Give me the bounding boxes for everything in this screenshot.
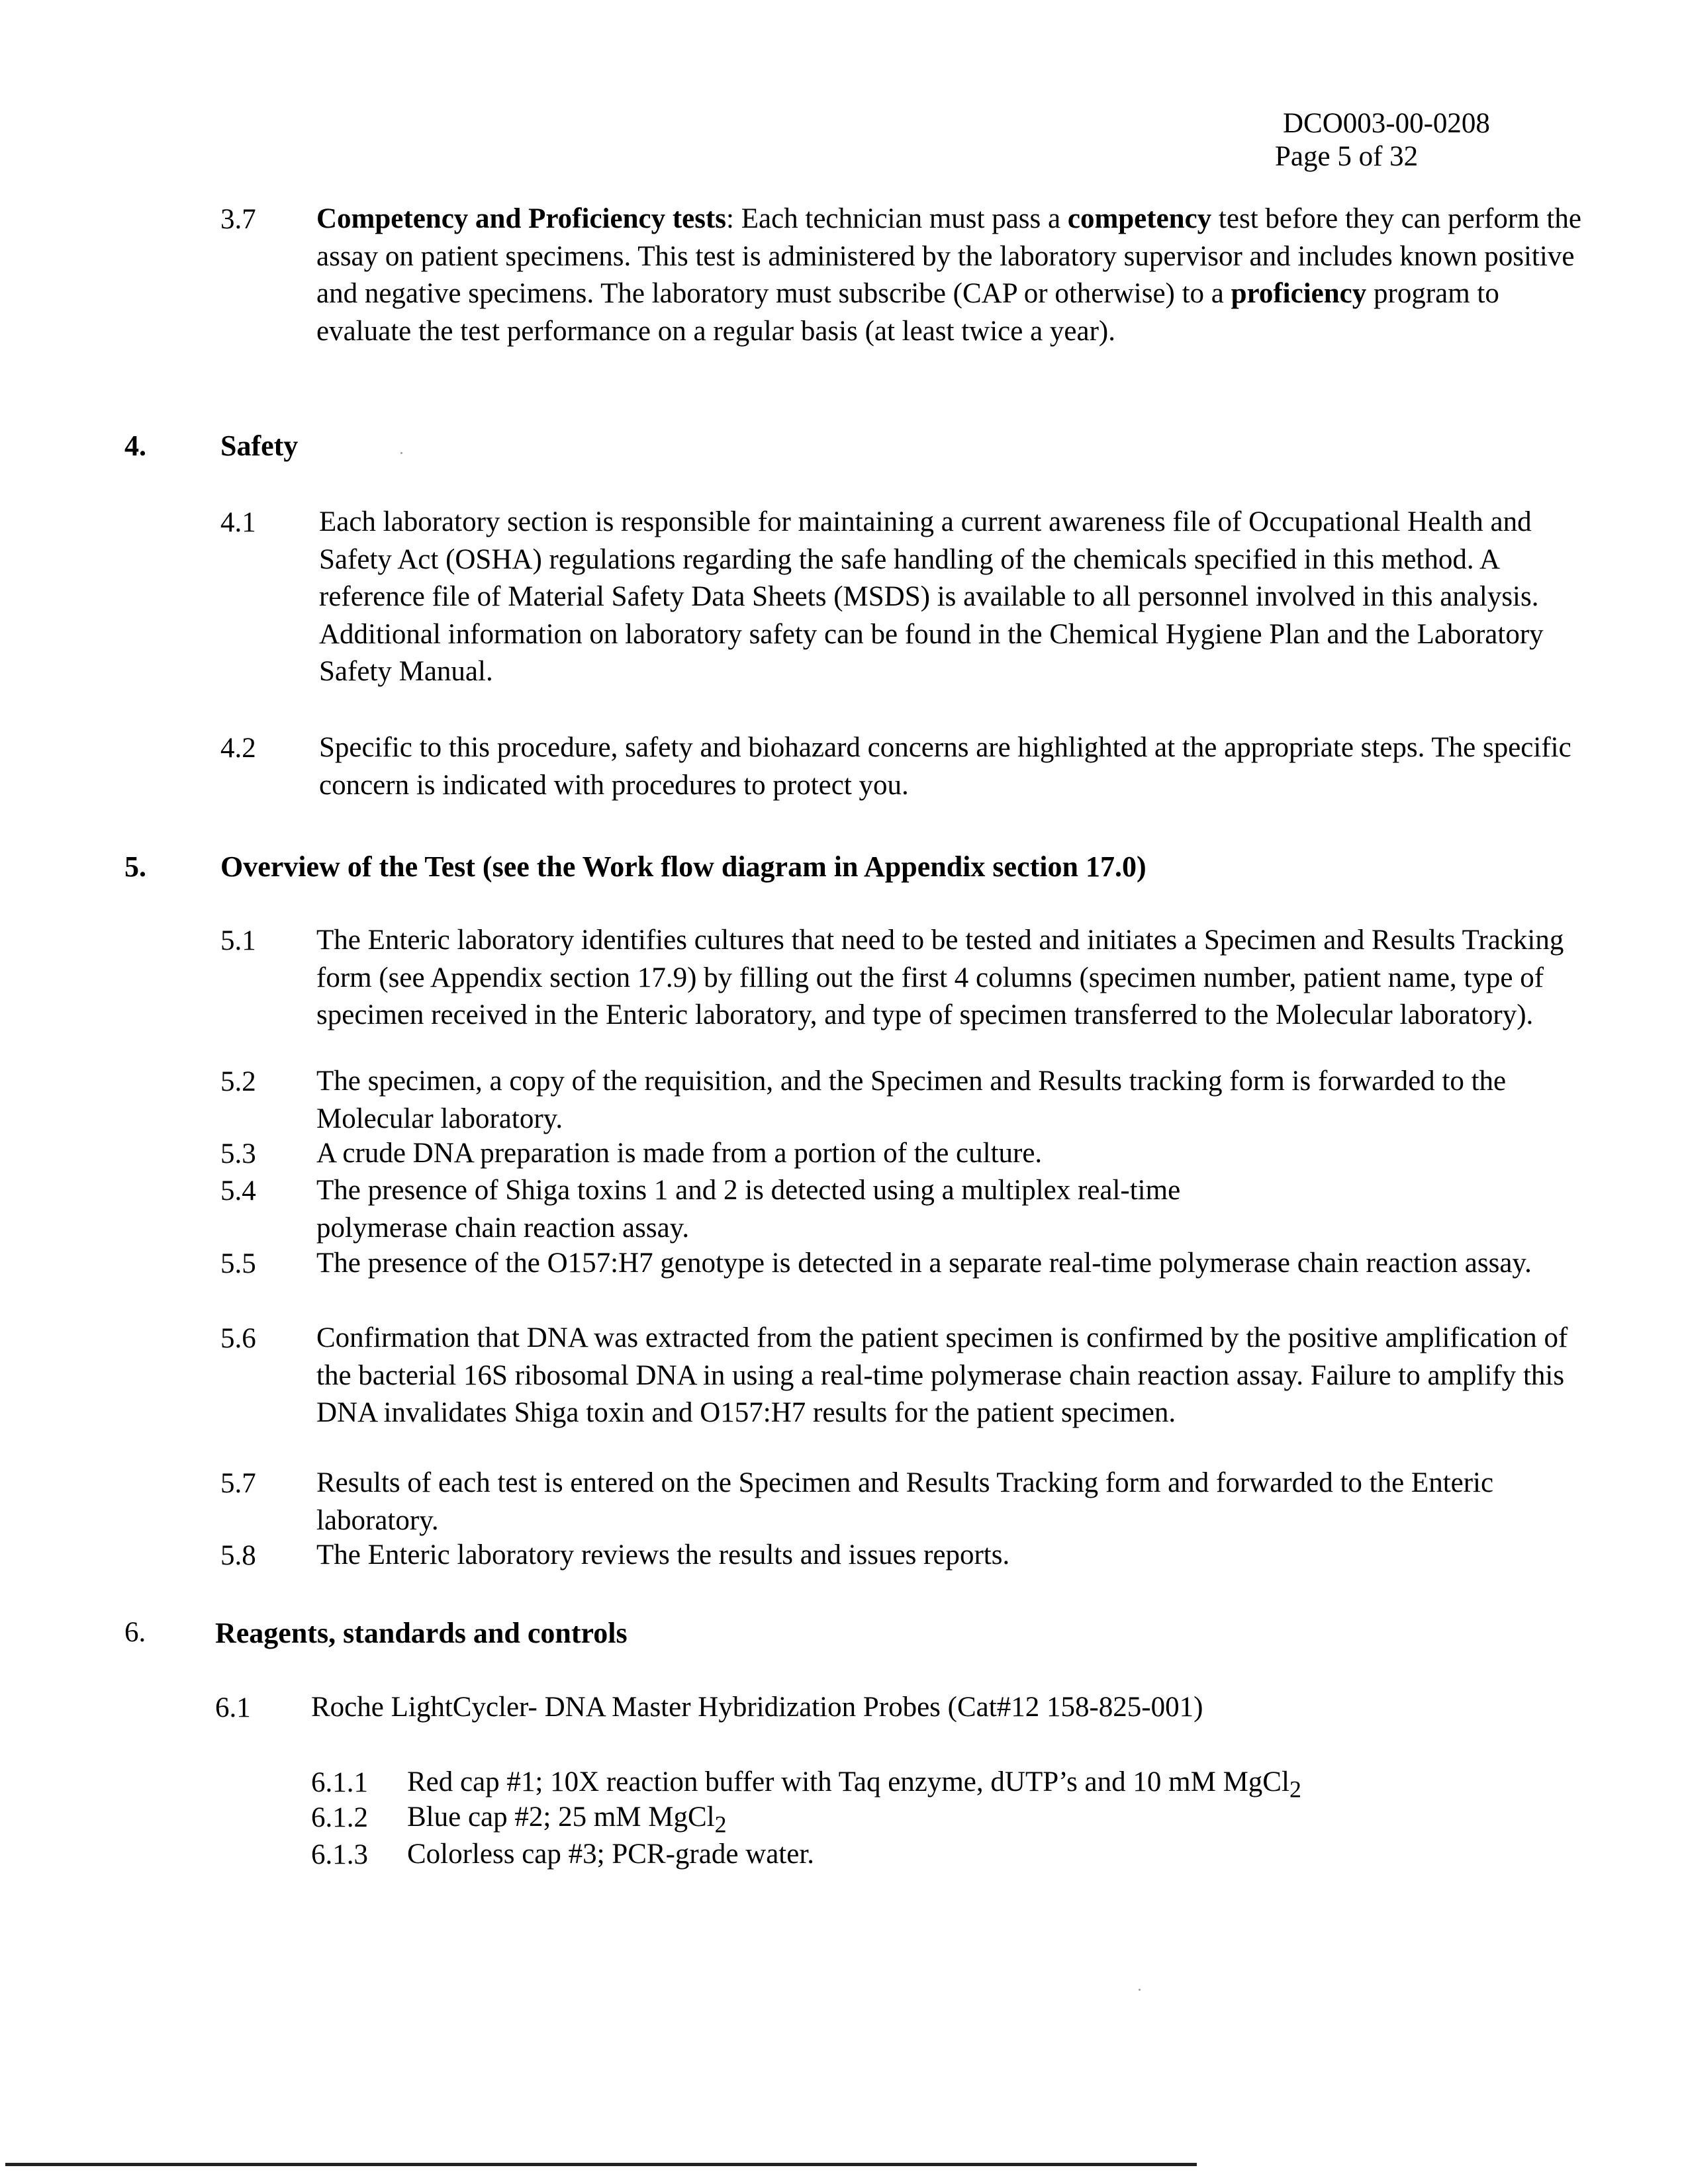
section-5-3-number: 5.3 — [220, 1138, 256, 1169]
section-5-4-text-line-2: polymerase chain reaction assay. — [316, 1212, 690, 1244]
section-6-1-3-number: 6.1.3 — [311, 1839, 368, 1870]
section-6-number: 6. — [124, 1617, 146, 1648]
section-5-6-number: 5.6 — [220, 1323, 256, 1354]
scan-speck — [1139, 1989, 1141, 1991]
page-number: Page 5 of 32 — [1275, 141, 1419, 172]
subscript-2: 2 — [1289, 1776, 1301, 1803]
section-6-1-2-body: Blue cap #2; 25 mM MgCl — [407, 1801, 715, 1833]
section-6-1-1-body: Red cap #1; 10X reaction buffer with Taq enzyme, dUTP’s and 10 mM MgCl — [407, 1766, 1289, 1797]
section-5-8-number: 5.8 — [220, 1540, 256, 1571]
scan-speck — [400, 452, 402, 454]
section-3-7-text-2: test before they can perform the assay on patient specimens. This test is administered by the laboratory supervisor and includes known positive and negative specimens. The laboratory must subscribe (CAP or otherwise) to a — [316, 203, 1581, 309]
section-3-7-paragraph — [316, 201, 1594, 350]
section-5-3-text: A crude DNA preparation is made from a portion of the culture. — [316, 1138, 1043, 1169]
section-5-5-text: The presence of the O157:H7 genotype is detected in a separate real-time polymerase chain reaction assay. — [316, 1248, 1532, 1279]
section-5-1-text: The Enteric laboratory identifies cultures that need to be tested and initiates a Specimen and Results Tracking form (see Appendix section 17.9) by filling out the first 4 columns (specimen number, patient name, type of specimen received in the Enteric laboratory, and type of specimen transferred to the Molecular laboratory). — [316, 925, 1564, 1030]
section-5-title: Overview of the Test (see the Work flow diagram in Appendix section 17.0) — [220, 850, 1146, 883]
subscript-2: 2 — [714, 1811, 727, 1838]
section-5-2-text: The specimen, a copy of the requisition, and the Specimen and Results tracking form is forwarded to the Molecular laboratory. — [316, 1066, 1507, 1134]
section-4-number: 4. — [124, 430, 146, 462]
section-6-1-2-number: 6.1.2 — [311, 1802, 368, 1833]
section-3-7-text-3: program to evaluate the test performance on a regular basis (at least twice a year). — [316, 278, 1499, 347]
section-5-2-number: 5.2 — [220, 1066, 256, 1097]
section-3-7-title: Competency and Proficiency tests — [316, 203, 727, 234]
section-4-1-number: 4.1 — [220, 507, 256, 538]
section-6-1-3-text: Colorless cap #3; PCR-grade water. — [407, 1839, 815, 1870]
section-4-2-text: Specific to this procedure, safety and biohazard concerns are highlighted at the appropriate steps. The specific concern is indicated with procedures to protect you. — [319, 732, 1571, 801]
section-3-7-number: 3.7 — [220, 204, 256, 235]
section-5-8-text: The Enteric laboratory reviews the results and issues reports. — [316, 1539, 1010, 1570]
section-6-1-text: Roche LightCycler- DNA Master Hybridization Probes (Cat#12 158-825-001) — [311, 1692, 1203, 1723]
section-5-1-number: 5.1 — [220, 925, 256, 956]
proficiency-term: proficiency — [1231, 278, 1367, 309]
section-4-2-number: 4.2 — [220, 733, 256, 764]
section-3-7-text-1: : Each technician must pass a — [726, 203, 1068, 234]
bottom-rule — [5, 2163, 1197, 2166]
competency-term: competency — [1067, 203, 1212, 234]
section-5-5-number: 5.5 — [220, 1248, 256, 1279]
section-5-4-text-line-1: The presence of Shiga toxins 1 and 2 is detected using a multiplex real-time — [316, 1175, 1181, 1206]
section-5-number: 5. — [124, 850, 146, 883]
section-5-6-text: Confirmation that DNA was extracted from the patient specimen is confirmed by the positive amplification of the bacterial 16S ribosomal DNA in using a real-time polymerase chain reaction assay. Failure to amplify this DNA invalidates Shiga toxin and O157:H7 results for the patient specimen. — [316, 1322, 1568, 1428]
section-4-1-text: Each laboratory section is responsible for maintaining a current awareness file of Occupational Health and Safety Act (OSHA) regulations regarding the safe handling of the chemicals specified in this method. A reference file of Material Safety Data Sheets (MSDS) is available to all personnel involved in this analysis. Additional information on laboratory safety can be found in the Chemical Hygiene Plan and the Laboratory Safety Manual. — [319, 506, 1544, 687]
section-6-1-1-number: 6.1.1 — [311, 1767, 368, 1798]
section-5-7-number: 5.7 — [220, 1468, 256, 1499]
section-6-1-number: 6.1 — [215, 1692, 251, 1723]
document-id: DCO003-00-0208 — [1283, 108, 1490, 139]
section-5-4-number: 5.4 — [220, 1175, 256, 1206]
section-5-7-text: Results of each test is entered on the Specimen and Results Tracking form and forwarded to the Enteric laboratory. — [316, 1467, 1494, 1536]
section-6-title: Reagents, standards and controls — [215, 1617, 628, 1649]
section-4-title: Safety — [220, 430, 299, 462]
